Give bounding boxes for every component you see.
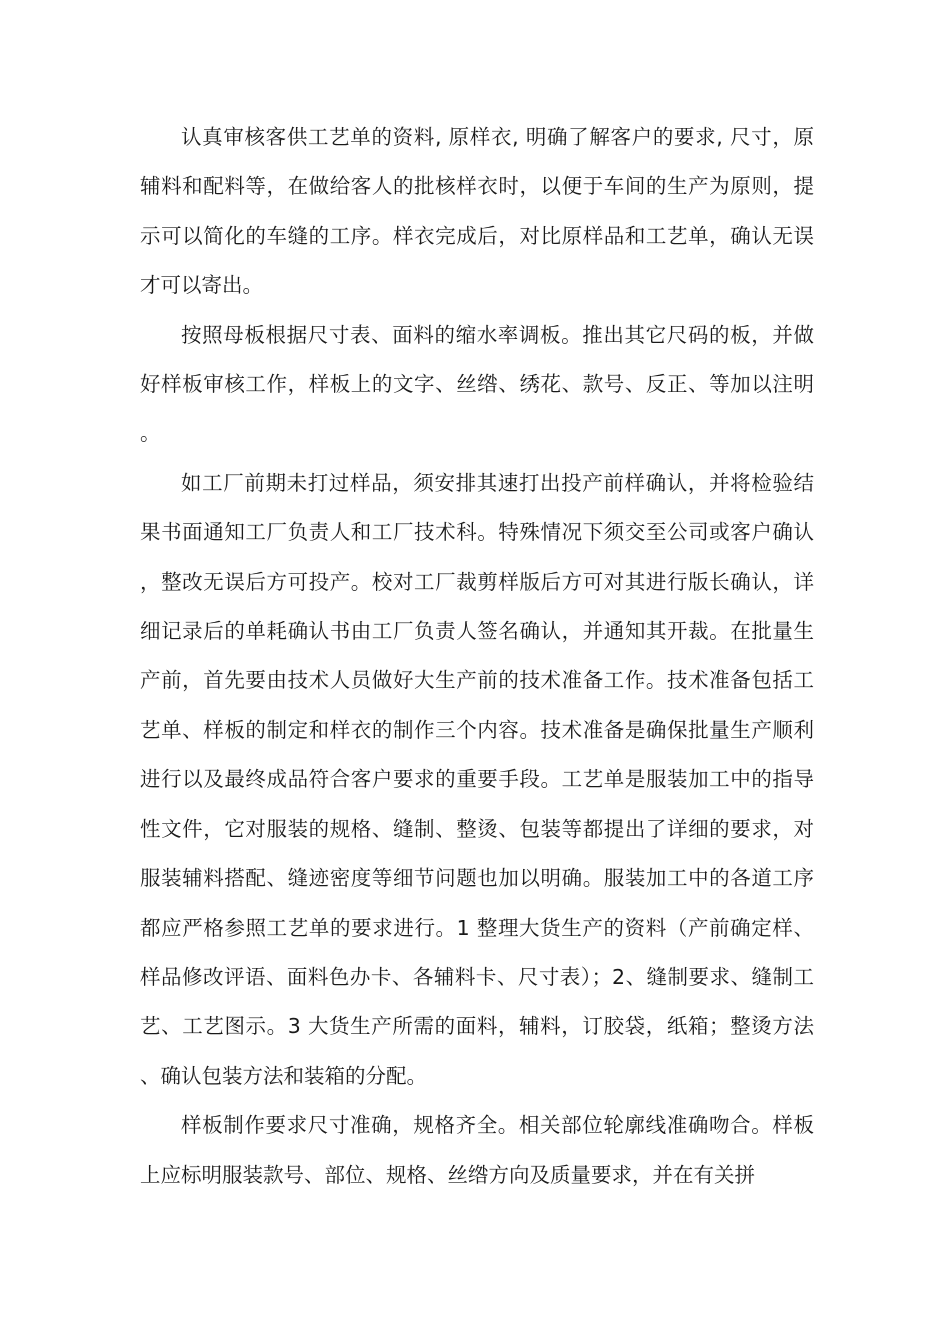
paragraph-2: 按照母板根据尺寸表、面料的缩水率调板。推出其它尺码的板，并做好样板审核工作，样板上的文字、丝绺、绣花、款号、反正、等加以注明。 <box>140 322 814 446</box>
paragraph-3: 如工厂前期未打过样品，须安排其速打出投产前样确认，并将检验结果书面通知工厂负责人和工厂技术科。特殊情况下须交至公司或客户确认，整改无误后方可投产。校对工厂裁剪样版后方可对其进行版长确认，详细记录后的单耗确认书由工厂负责人签名确认，并通知其开裁。在批量生产前，首先要由技术人员做好大生产前的技术准备工作。技术准备包括工艺单、样板的制定和样衣的制作三个内容。技术准备是确保批量生产顺利进行以及最终成品符合客户要求的重要手段。工艺单是服装加工中的指导性文件，它对服装的规格、缝制、整烫、包装等都提出了详细的要求，对服装辅料搭配、缝迹密度等细节问题也加以明确。服装加工中的各道工序都应严格参照工艺单的要求进行。1 整理大货生产的资料（产前确定样、样品修改评语、面料色办卡、各辅料卡、尺寸表）；2、缝制要求、缝制工艺、工艺图示。3 大货生产所需的面料，辅料，订胶袋，纸箱；整烫方法、确认包装方法和装箱的分配。 <box>140 470 814 1088</box>
document-body <box>140 113 814 1200</box>
paragraph-1: 认真审核客供工艺单的资料, 原样衣, 明确了解客户的要求, 尺寸，原辅料和配料等，在做给客人的批核样衣时，以便于车间的生产为原则，提示可以简化的车缝的工序。样衣完成后，对比原样品和工艺单，确认无误才可以寄出。 <box>140 125 814 298</box>
paragraph-4: 样板制作要求尺寸准确，规格齐全。相关部位轮廓线准确吻合。样板上应标明服装款号、部位、规格、丝绺方向及质量要求，并在有关拼 <box>140 1113 814 1187</box>
